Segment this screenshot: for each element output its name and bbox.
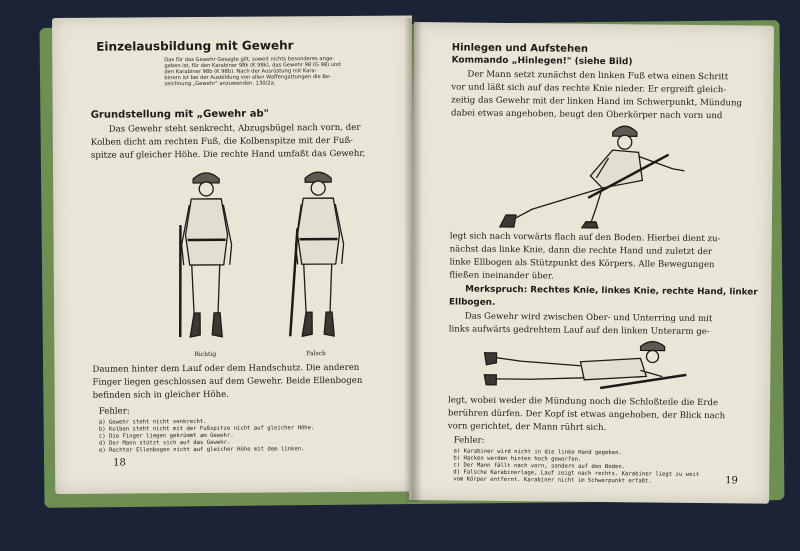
errors-title: Fehler:: [453, 435, 485, 446]
paragraph-line: zeitig das Gewehr mit der linken Hand im Schwerpunkt, Mündung: [451, 95, 743, 109]
prone-soldier-illustration: [480, 335, 691, 393]
error-item: c) Die Finger liegen gekrümmt am Gewehr.: [98, 432, 234, 440]
motto-line: Merkspruch: Rechtes Knie, linkes Knie, rechte Hand, linker: [465, 284, 758, 298]
intro-line: zeichnung „Gewehr" anzuwenden. 130/2a.: [164, 80, 276, 88]
paragraph-line: Daumen hinter dem Lauf oder dem Handschutz. Die anderen: [92, 362, 360, 375]
intro-line: Das für das Gewehr Gesagte gilt, soweit nichts besonderes ange-: [164, 56, 335, 64]
page-number: 18: [113, 457, 126, 469]
error-item: vom Körper entfernt. Karabiner nicht im Schwerpunkt erfaßt.: [453, 476, 652, 485]
paragraph-line: spitze auf gleicher Höhe. Die rechte Hand umfaßt das Gewehr,: [90, 148, 366, 161]
paragraph-line: befinden sich in gleicher Höhe.: [92, 389, 230, 401]
right-page-title: Hinlegen und Aufstehen: [451, 42, 589, 55]
paragraph-line: vorn gerichtet, der Mann rührt sich.: [447, 421, 607, 434]
error-item: d) Der Mann stützt sich auf das Gewehr.: [98, 439, 231, 447]
paragraph-line: legt sich nach vorwärts flach auf den Boden. Hierbei dient zu-: [449, 231, 721, 245]
soldier-wrong-illustration: [283, 164, 354, 349]
paragraph-line: Kolben dicht am rechten Fuß, die Kolbenspitze mit der Fuß-: [90, 135, 354, 148]
left-page: [52, 15, 415, 494]
intro-line: binern ist bei der Ausbildung von allen Waffengattungen die Be-: [164, 74, 331, 82]
command-line: Kommando „Hinlegen!" (siehe Bild): [451, 55, 633, 68]
paragraph-line: Das Gewehr wird zwischen Ober- und Unterring und mit: [464, 311, 713, 325]
paragraph-line: vor und läßt sich auf das rechte Knie nieder. Er ergreift gleich-: [451, 82, 727, 96]
error-item: a) Gewehr steht nicht senkrecht.: [98, 418, 207, 426]
error-item: c) Der Mann fällt nach vorn, sondern auf den Boden.: [453, 462, 626, 471]
section-title: Grundstellung mit „Gewehr ab": [90, 108, 269, 121]
paragraph-line: links aufwärts gedrehtem Lauf auf den linken Unterarm ge-: [448, 324, 710, 338]
paragraph-line: berühren dürfen. Der Kopf ist etwas angehoben, der Blick nach: [447, 408, 726, 422]
paragraph-line: legt, wobei weder die Mündung noch die Schloßteile die Erde: [447, 395, 719, 409]
caption-wrong: Falsch: [306, 350, 326, 358]
page-number: 19: [725, 475, 739, 487]
error-item: a) Karabiner wird nicht in die linke Hand gegeben.: [453, 448, 622, 457]
intro-line: den Karabiner 98b (K 98b). Nach der Ausrüstung mit Kara-: [164, 68, 317, 76]
paragraph-line: Der Mann setzt zunächst den linken Fuß etwa einen Schritt: [467, 69, 729, 83]
caption-correct: Richtig: [194, 350, 217, 359]
errors-title: Fehler:: [98, 406, 130, 417]
paragraph-line: linke Ellbogen als Stützpunkt des Körpers. Alle Bewegungen: [449, 257, 715, 271]
intro-line: geben ist, für den Karabiner 98k (K 98k), das Gewehr 98 (G 98) und: [164, 61, 341, 70]
paragraph-line: fließen ineinander über.: [449, 270, 554, 282]
paragraph-line: Das Gewehr steht senkrecht, Abzugsbügel nach vorn, der: [108, 122, 361, 135]
paragraph-line: nächst das linke Knie, dann die rechte Hand und zuletzt der: [449, 244, 713, 258]
soldier-correct-illustration: [171, 165, 242, 350]
left-page-title: Einzelausbildung mit Gewehr: [96, 38, 294, 54]
error-item: d) Falsche Karabinerlage, Lauf zeigt nach rechts. Karabiner liegt zu weit: [453, 469, 700, 479]
paragraph-line: Finger liegen geschlossen auf dem Gewehr. Beide Ellenbogen: [92, 375, 363, 388]
right-page: [409, 22, 774, 504]
error-item: b) Hacken werden hinten hoch geworfen.: [453, 455, 582, 463]
book-gutter: [404, 18, 422, 502]
paragraph-line: dabei etwas angehoben, beugt den Oberkörper nach vorn und: [450, 108, 723, 122]
motto-line: Ellbogen.: [449, 297, 496, 308]
kneeling-soldier-illustration: [492, 117, 693, 229]
error-item: e) Rechter Ellenbogen nicht auf gleicher Höhe mit dem linken.: [99, 446, 305, 454]
error-item: b) Kolben steht nicht mit der Fußspitze nicht auf gleicher Höhe.: [98, 425, 315, 433]
